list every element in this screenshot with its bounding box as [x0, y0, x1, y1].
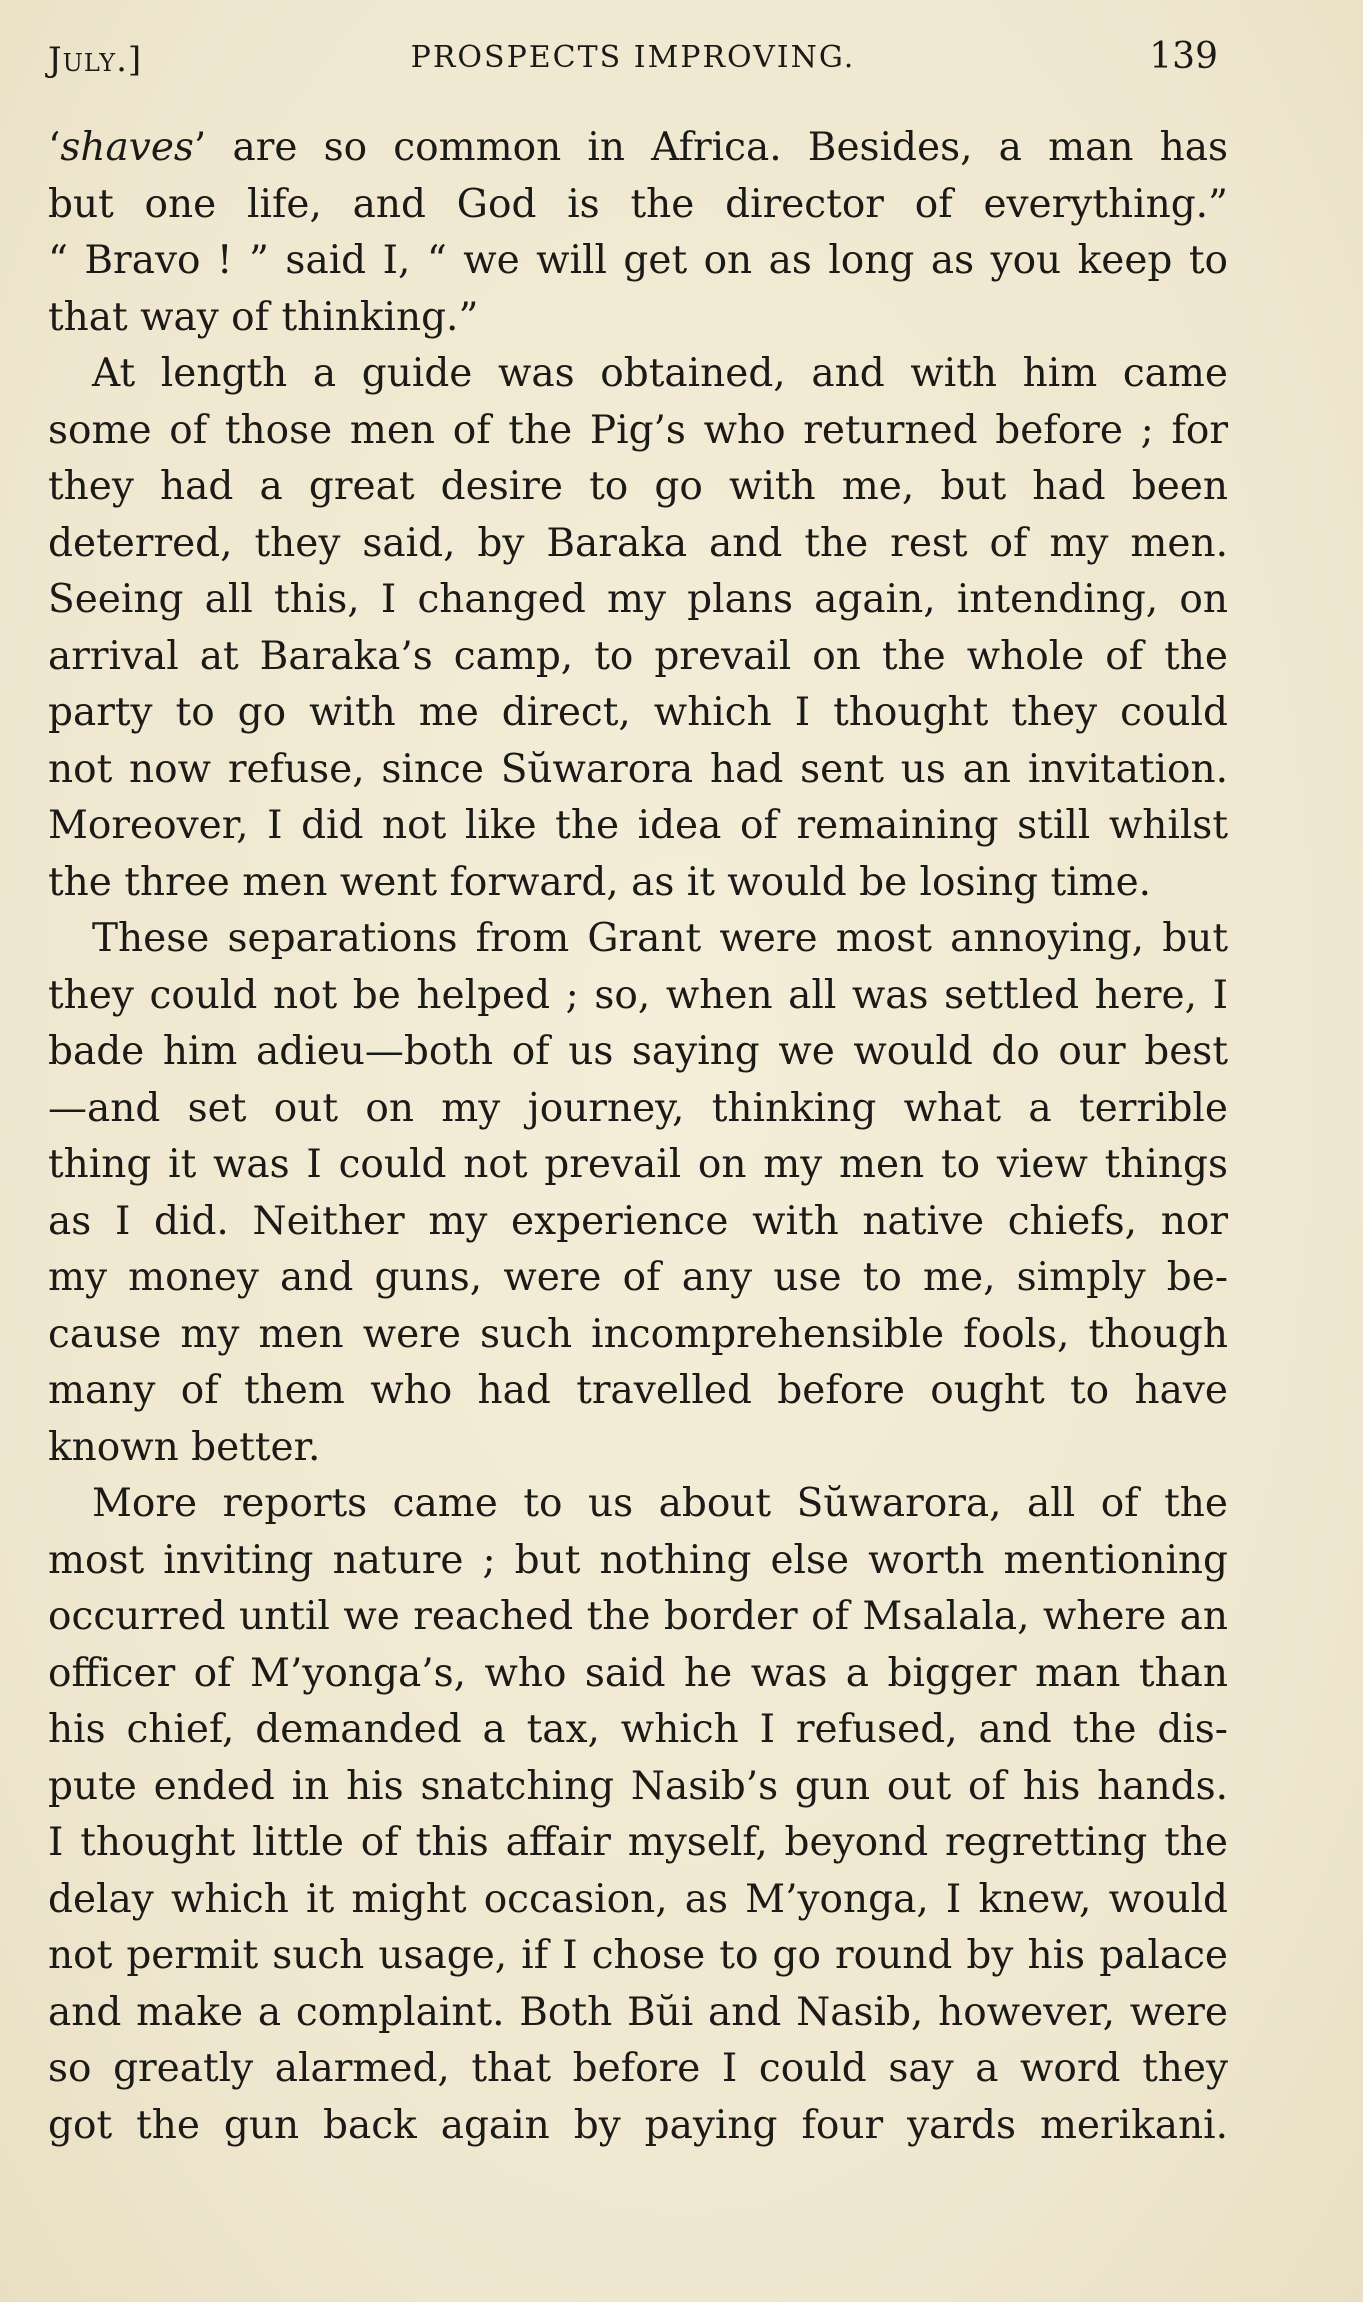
- text-line: that way of thinking.”: [48, 294, 479, 340]
- text-line: most inviting nature ; but nothing else worth mentioning: [48, 1537, 1228, 1583]
- text-line: occurred until we reached the border of Msalala, where an: [48, 1594, 1228, 1639]
- text-line: got the gun back again by paying four yards merikani.: [48, 2102, 1228, 2148]
- page-body: [48, 120, 1228, 2154]
- text-line: many of them who had travelled before ought to have: [48, 1368, 1228, 1413]
- text-line: Moreover, I did not like the idea of remaining still whilst: [48, 803, 1228, 848]
- text-line: thing it was I could not prevail on my men to view things: [48, 1142, 1228, 1187]
- header-chapter-title: PROSPECTS IMPROVING.: [410, 40, 856, 75]
- page-number: 139: [1149, 36, 1218, 77]
- text-line: but one life, and God is the director of everything.”: [48, 181, 1228, 227]
- text-line: some of those men of the Pig’s who returned before ; for: [48, 407, 1228, 453]
- text-line: arrival at Baraka’s camp, to prevail on the whole of the: [48, 633, 1228, 679]
- text-line: These separations from Grant were most annoying, but: [92, 916, 1228, 961]
- text-line: More reports came to us about Sŭwarora, all of the: [92, 1481, 1228, 1526]
- header-month: July.]: [48, 40, 143, 80]
- text-line: —and set out on my journey, thinking what a terrible: [48, 1085, 1228, 1131]
- text-line: not permit such usage, if I chose to go round by his palace: [48, 1933, 1228, 1978]
- text-line: not now refuse, since Sŭwarora had sent us an invitation.: [48, 746, 1228, 792]
- text-line: party to go with me direct, which I thought they could: [48, 690, 1228, 735]
- text-line: Seeing all this, I changed my plans again, intending, on: [48, 577, 1228, 622]
- text-line: the three men went forward, as it would be losing time.: [48, 859, 1152, 905]
- text-line: as I did. Neither my experience with native chiefs, nor: [48, 1198, 1228, 1244]
- text-line: so greatly alarmed, that before I could say a word they: [48, 2046, 1228, 2091]
- text-line: known better.: [48, 1424, 321, 1470]
- text-line: and make a complaint. Both Bŭi and Nasib, however, were: [48, 1989, 1228, 2035]
- text-line: officer of M’yonga’s, who said he was a bigger man than: [48, 1650, 1228, 1696]
- text-line: his chief, demanded a tax, which I refused, and the dis-: [48, 1707, 1228, 1752]
- text-line: they could not be helped ; so, when all was settled here, I: [48, 972, 1228, 1018]
- text-line: pute ended in his snatching Nasib’s gun out of his hands.: [48, 1763, 1228, 1809]
- text-line: I thought little of this affair myself, beyond regretting the: [48, 1820, 1228, 1865]
- text-line: delay which it might occasion, as M’yonga, I knew, would: [48, 1876, 1228, 1922]
- text-line: cause my men were such incomprehensible fools, though: [48, 1311, 1228, 1357]
- text-line: my money and guns, were of any use to me, simply be-: [48, 1255, 1228, 1300]
- text-line: “ Bravo ! ” said I, “ we will get on as long as you keep to: [48, 238, 1228, 283]
- text-line: bade him adieu—both of us saying we would do our best: [48, 1029, 1228, 1074]
- text-line: they had a great desire to go with me, but had been: [48, 464, 1228, 509]
- running-header: [48, 36, 1218, 90]
- text-line: deterred, they said, by Baraka and the rest of my men.: [48, 520, 1228, 566]
- text-line: At length a guide was obtained, and with him came: [92, 351, 1228, 396]
- text-line: ‘shaves’ are so common in Africa. Besides, a man has: [48, 125, 1228, 170]
